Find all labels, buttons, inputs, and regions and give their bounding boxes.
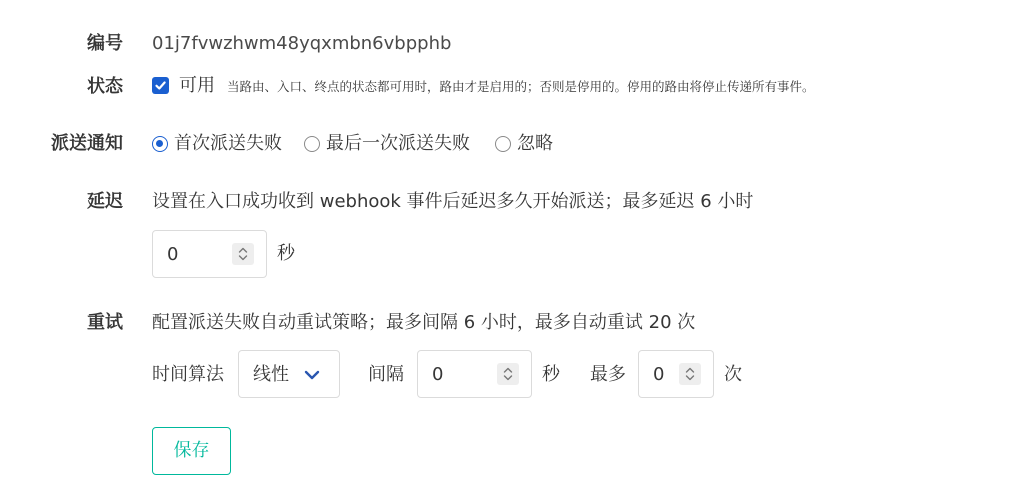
updown-icon[interactable] — [497, 363, 519, 385]
retry-max-input[interactable] — [638, 350, 714, 398]
delay-unit: 秒 — [277, 243, 295, 264]
notify-radio-ignore-label[interactable]: 忽略 — [517, 133, 553, 154]
retry-interval-value[interactable]: 0 — [432, 364, 444, 385]
retry-description: 配置派送失败自动重试策略；最多间隔 6 小时，最多自动重试 20 次 — [152, 312, 696, 333]
retry-interval-unit: 秒 — [542, 364, 560, 385]
delay-input[interactable] — [152, 230, 267, 278]
retry-algorithm-select[interactable] — [238, 350, 340, 398]
updown-icon[interactable] — [679, 363, 701, 385]
notify-radio-first-failure[interactable] — [152, 136, 168, 152]
retry-max-value[interactable]: 0 — [653, 364, 665, 385]
delay-input-value[interactable]: 0 — [167, 244, 179, 265]
delay-label: 延迟 — [87, 191, 123, 212]
retry-algorithm-label: 时间算法 — [152, 364, 224, 385]
notify-radio-first-failure-label[interactable]: 首次派送失败 — [174, 133, 282, 154]
save-button[interactable]: 保存 — [152, 427, 231, 475]
chevron-down-icon[interactable] — [304, 369, 320, 381]
id-label: 编号 — [87, 33, 123, 54]
notify-radio-last-failure[interactable] — [304, 136, 320, 152]
retry-max-label: 最多 — [590, 364, 626, 385]
updown-icon[interactable] — [232, 243, 254, 265]
check-icon — [154, 79, 167, 92]
status-label: 状态 — [87, 76, 123, 97]
status-checkbox[interactable] — [152, 77, 169, 94]
notify-radio-last-failure-label[interactable]: 最后一次派送失败 — [326, 133, 470, 154]
retry-interval-input[interactable] — [417, 350, 532, 398]
route-id-value: 01j7fvwzhwm48yqxmbn6vbpphb — [152, 33, 452, 54]
notify-radio-ignore[interactable] — [495, 136, 511, 152]
notify-label: 派送通知 — [51, 133, 123, 154]
status-help-text: 当路由、入口、终点的状态都可用时，路由才是启用的；否则是停用的。停用的路由将停止传递所有事件。 — [227, 79, 815, 94]
delay-description: 设置在入口成功收到 webhook 事件后延迟多久开始派送；最多延迟 6 小时 — [152, 191, 754, 212]
retry-interval-label: 间隔 — [368, 364, 404, 385]
retry-algorithm-value[interactable]: 线性 — [253, 364, 289, 385]
status-checkbox-label[interactable]: 可用 — [179, 75, 215, 96]
retry-label: 重试 — [87, 312, 123, 333]
retry-max-unit: 次 — [724, 364, 742, 385]
